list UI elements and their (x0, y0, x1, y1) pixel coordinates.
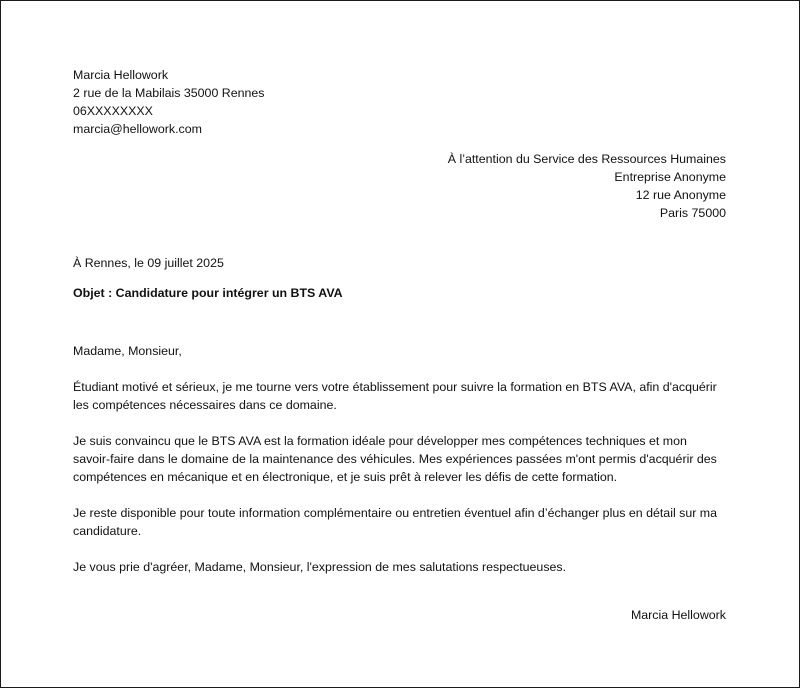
body-paragraph: Je suis convaincu que le BTS AVA est la formation idéale pour développer mes compétences techniques et mon savoir-faire dans le domaine de la maintenance des véhicules. Mes expériences passées m'ont permis d'acquérir des compétences en mécanique et en électronique, et je suis prêt à relever les défis de cette formation. (73, 434, 717, 484)
signature: Marcia Hellowork (630, 608, 726, 622)
sender-address: 2 rue de la Mabilais 35000 Rennes (73, 86, 265, 100)
sender-email: marcia@hellowork.com (73, 122, 202, 136)
letter-subject: Objet : Candidature pour intégrer un BTS AVA (73, 286, 343, 300)
sender-name: Marcia Hellowork (73, 68, 169, 82)
recipient-company: Entreprise Anonyme (614, 170, 726, 184)
sender-block (73, 66, 265, 138)
recipient-city: Paris 75000 (659, 206, 726, 220)
recipient-block (448, 150, 726, 222)
body-paragraph: Je reste disponible pour toute information complémentaire ou entretien éventuel afin d’échanger plus en détail sur ma candidature. (73, 506, 718, 538)
letter-body (73, 342, 725, 594)
recipient-street: 12 rue Anonyme (635, 188, 726, 202)
recipient-attention: À l’attention du Service des Ressources Humaines (447, 152, 726, 166)
closing-paragraph: Je vous prie d'agréer, Madame, Monsieur, l'expression de mes salutations respectueuses. (73, 560, 567, 574)
body-paragraph: Étudiant motivé et sérieux, je me tourne vers votre établissement pour suivre la formation en BTS AVA, afin d'acquérir les compétences nécessaires dans ce domaine. (73, 380, 717, 412)
salutation: Madame, Monsieur, (73, 344, 182, 358)
letter-date: À Rennes, le 09 juillet 2025 (73, 256, 224, 270)
sender-phone: 06XXXXXXXX (73, 104, 153, 118)
